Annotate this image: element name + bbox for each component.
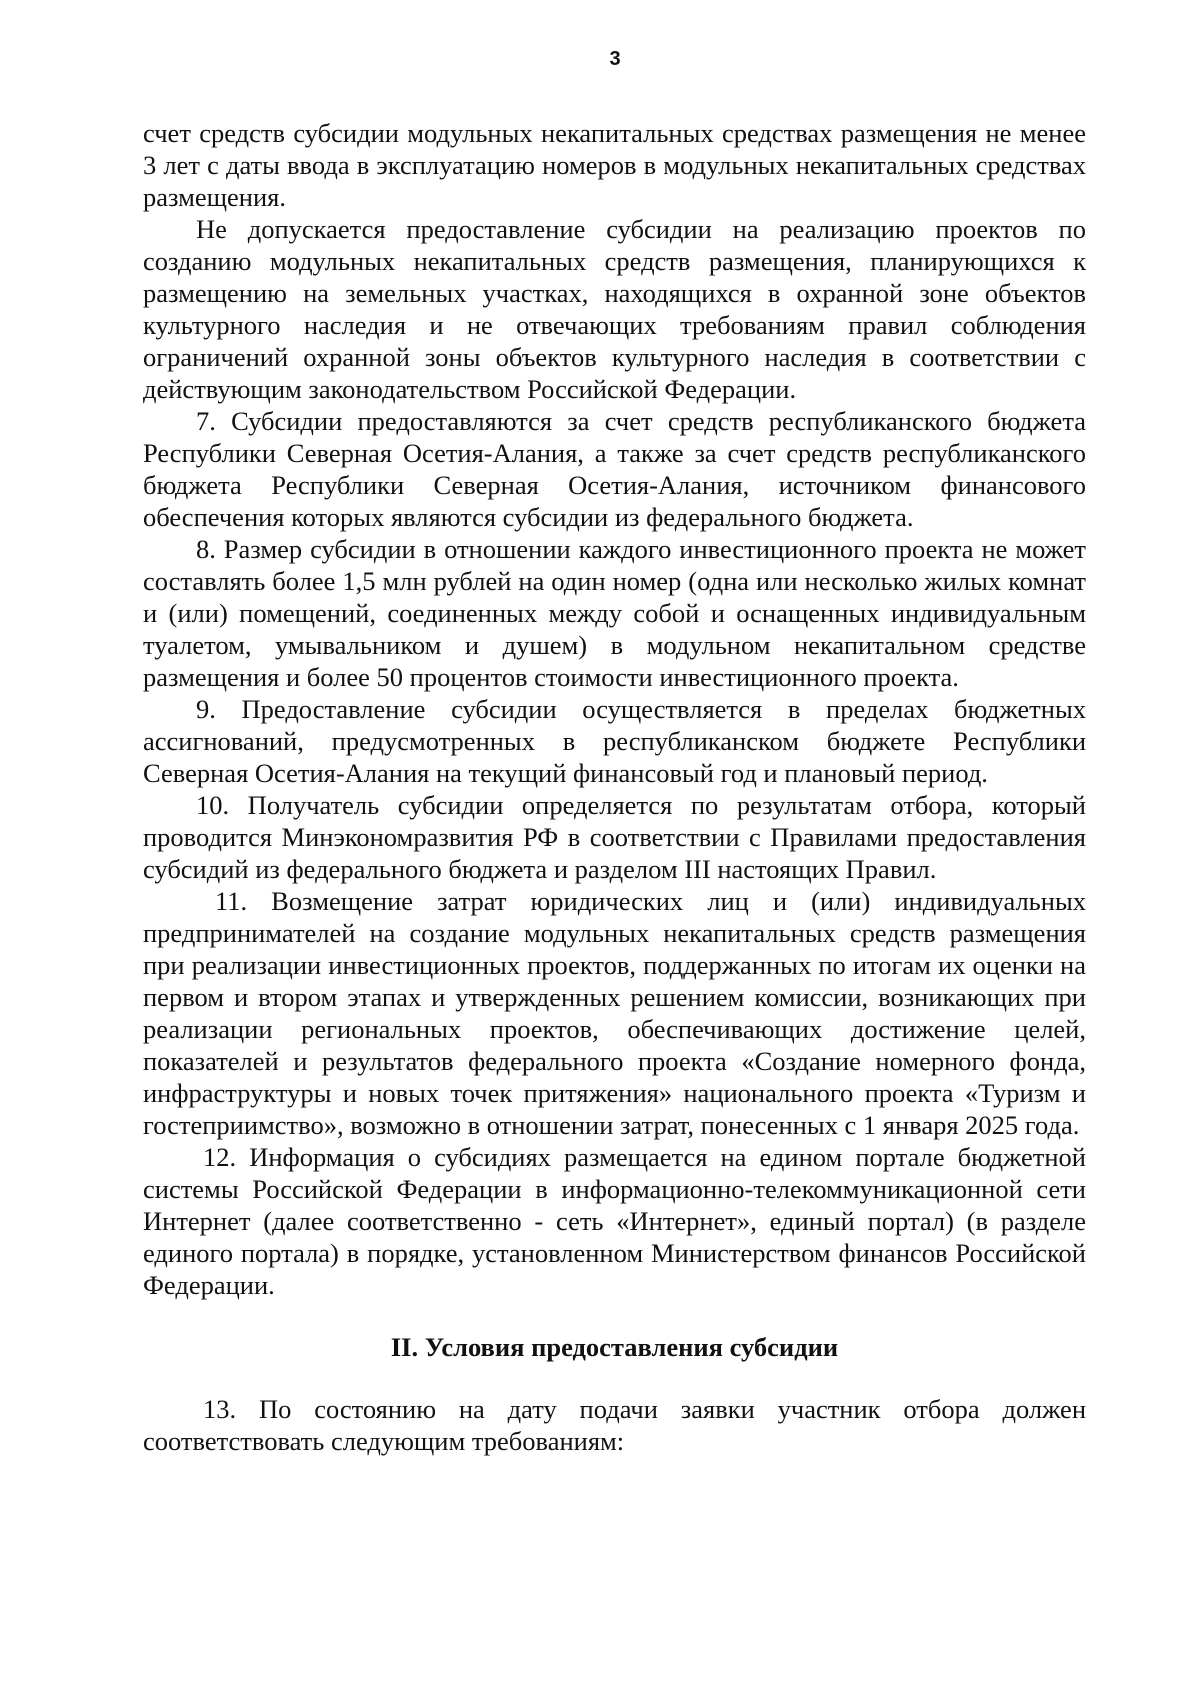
paragraph-restriction: Не допускается предоставление субсидии на реализацию проектов по созданию модульных некапитальных средств размещения, планирующихся к размещению на земельных участках, находящихся в охранной зоне объектов культурного наследия и не отвечающих требованиям правил соблюдения ограничений охранной зоны объектов культурного наследия в соответствии с действующим законодательством Российской Федерации.: [143, 214, 1086, 404]
paragraph-13: 13. По состоянию на дату подачи заявки участник отбора должен соответствовать следующим требованиям:: [143, 1394, 1086, 1456]
page-number: 3: [609, 48, 621, 70]
paragraph-7: 7. Субсидии предоставляются за счет средств республиканского бюджета Республики Северная Осетия-Алания, а также за счет средств республиканского бюджета Республики Северная Осетия-Алания, источником финансового обеспечения которых являются субсидии из федерального бюджета.: [143, 406, 1086, 532]
section-heading: II. Условия предоставления субсидии: [390, 1332, 839, 1362]
paragraph-9: 9. Предоставление субсидии осуществляется в пределах бюджетных ассигнований, предусмотренных в республиканском бюджете Республики Северная Осетия-Алания на текущий финансовый год и плановый период.: [143, 694, 1086, 788]
paragraph-11: 11. Возмещение затрат юридических лиц и (или) индивидуальных предпринимателей на создание модульных некапитальных средств размещения при реализации инвестиционных проектов, поддержанных по итогам их оценки на первом и втором этапах и утвержденных решением комиссии, возникающих при реализации региональных проектов, обеспечивающих достижение целей, показателей и результатов федерального проекта «Создание номерного фонда, инфраструктуры и новых точек притяжения» национального проекта «Туризм и гостеприимство», возможно в отношении затрат, понесенных с 1 января 2025 года.: [143, 886, 1086, 1140]
paragraph-continuation: счет средств субсидии модульных некапитальных средствах размещения не менее 3 лет с даты ввода в эксплуатацию номеров в модульных некапитальных средствах размещения.: [143, 118, 1086, 212]
paragraph-8: 8. Размер субсидии в отношении каждого инвестиционного проекта не может составлять более 1,5 млн рублей на один номер (одна или несколько жилых комнат и (или) помещений, соединенных между собой и оснащенных индивидуальным туалетом, умывальником и душем) в модульном некапитальном средстве размещения и более 50 процентов стоимости инвестиционного проекта.: [143, 534, 1086, 692]
document-body: [143, 117, 1086, 1457]
paragraph-12: 12. Информация о субсидиях размещается на едином портале бюджетной системы Российской Федерации в информационно-телекоммуникационной сети Интернет (далее соответственно - сеть «Интернет», единый портал) (в разделе единого портала) в порядке, установленном Министерством финансов Российской Федерации.: [143, 1142, 1086, 1300]
paragraph-10: 10. Получатель субсидии определяется по результатам отбора, который проводится Минэкономразвития РФ в соответствии с Правилами предоставления субсидий из федерального бюджета и разделом III настоящих Правил.: [143, 790, 1086, 884]
